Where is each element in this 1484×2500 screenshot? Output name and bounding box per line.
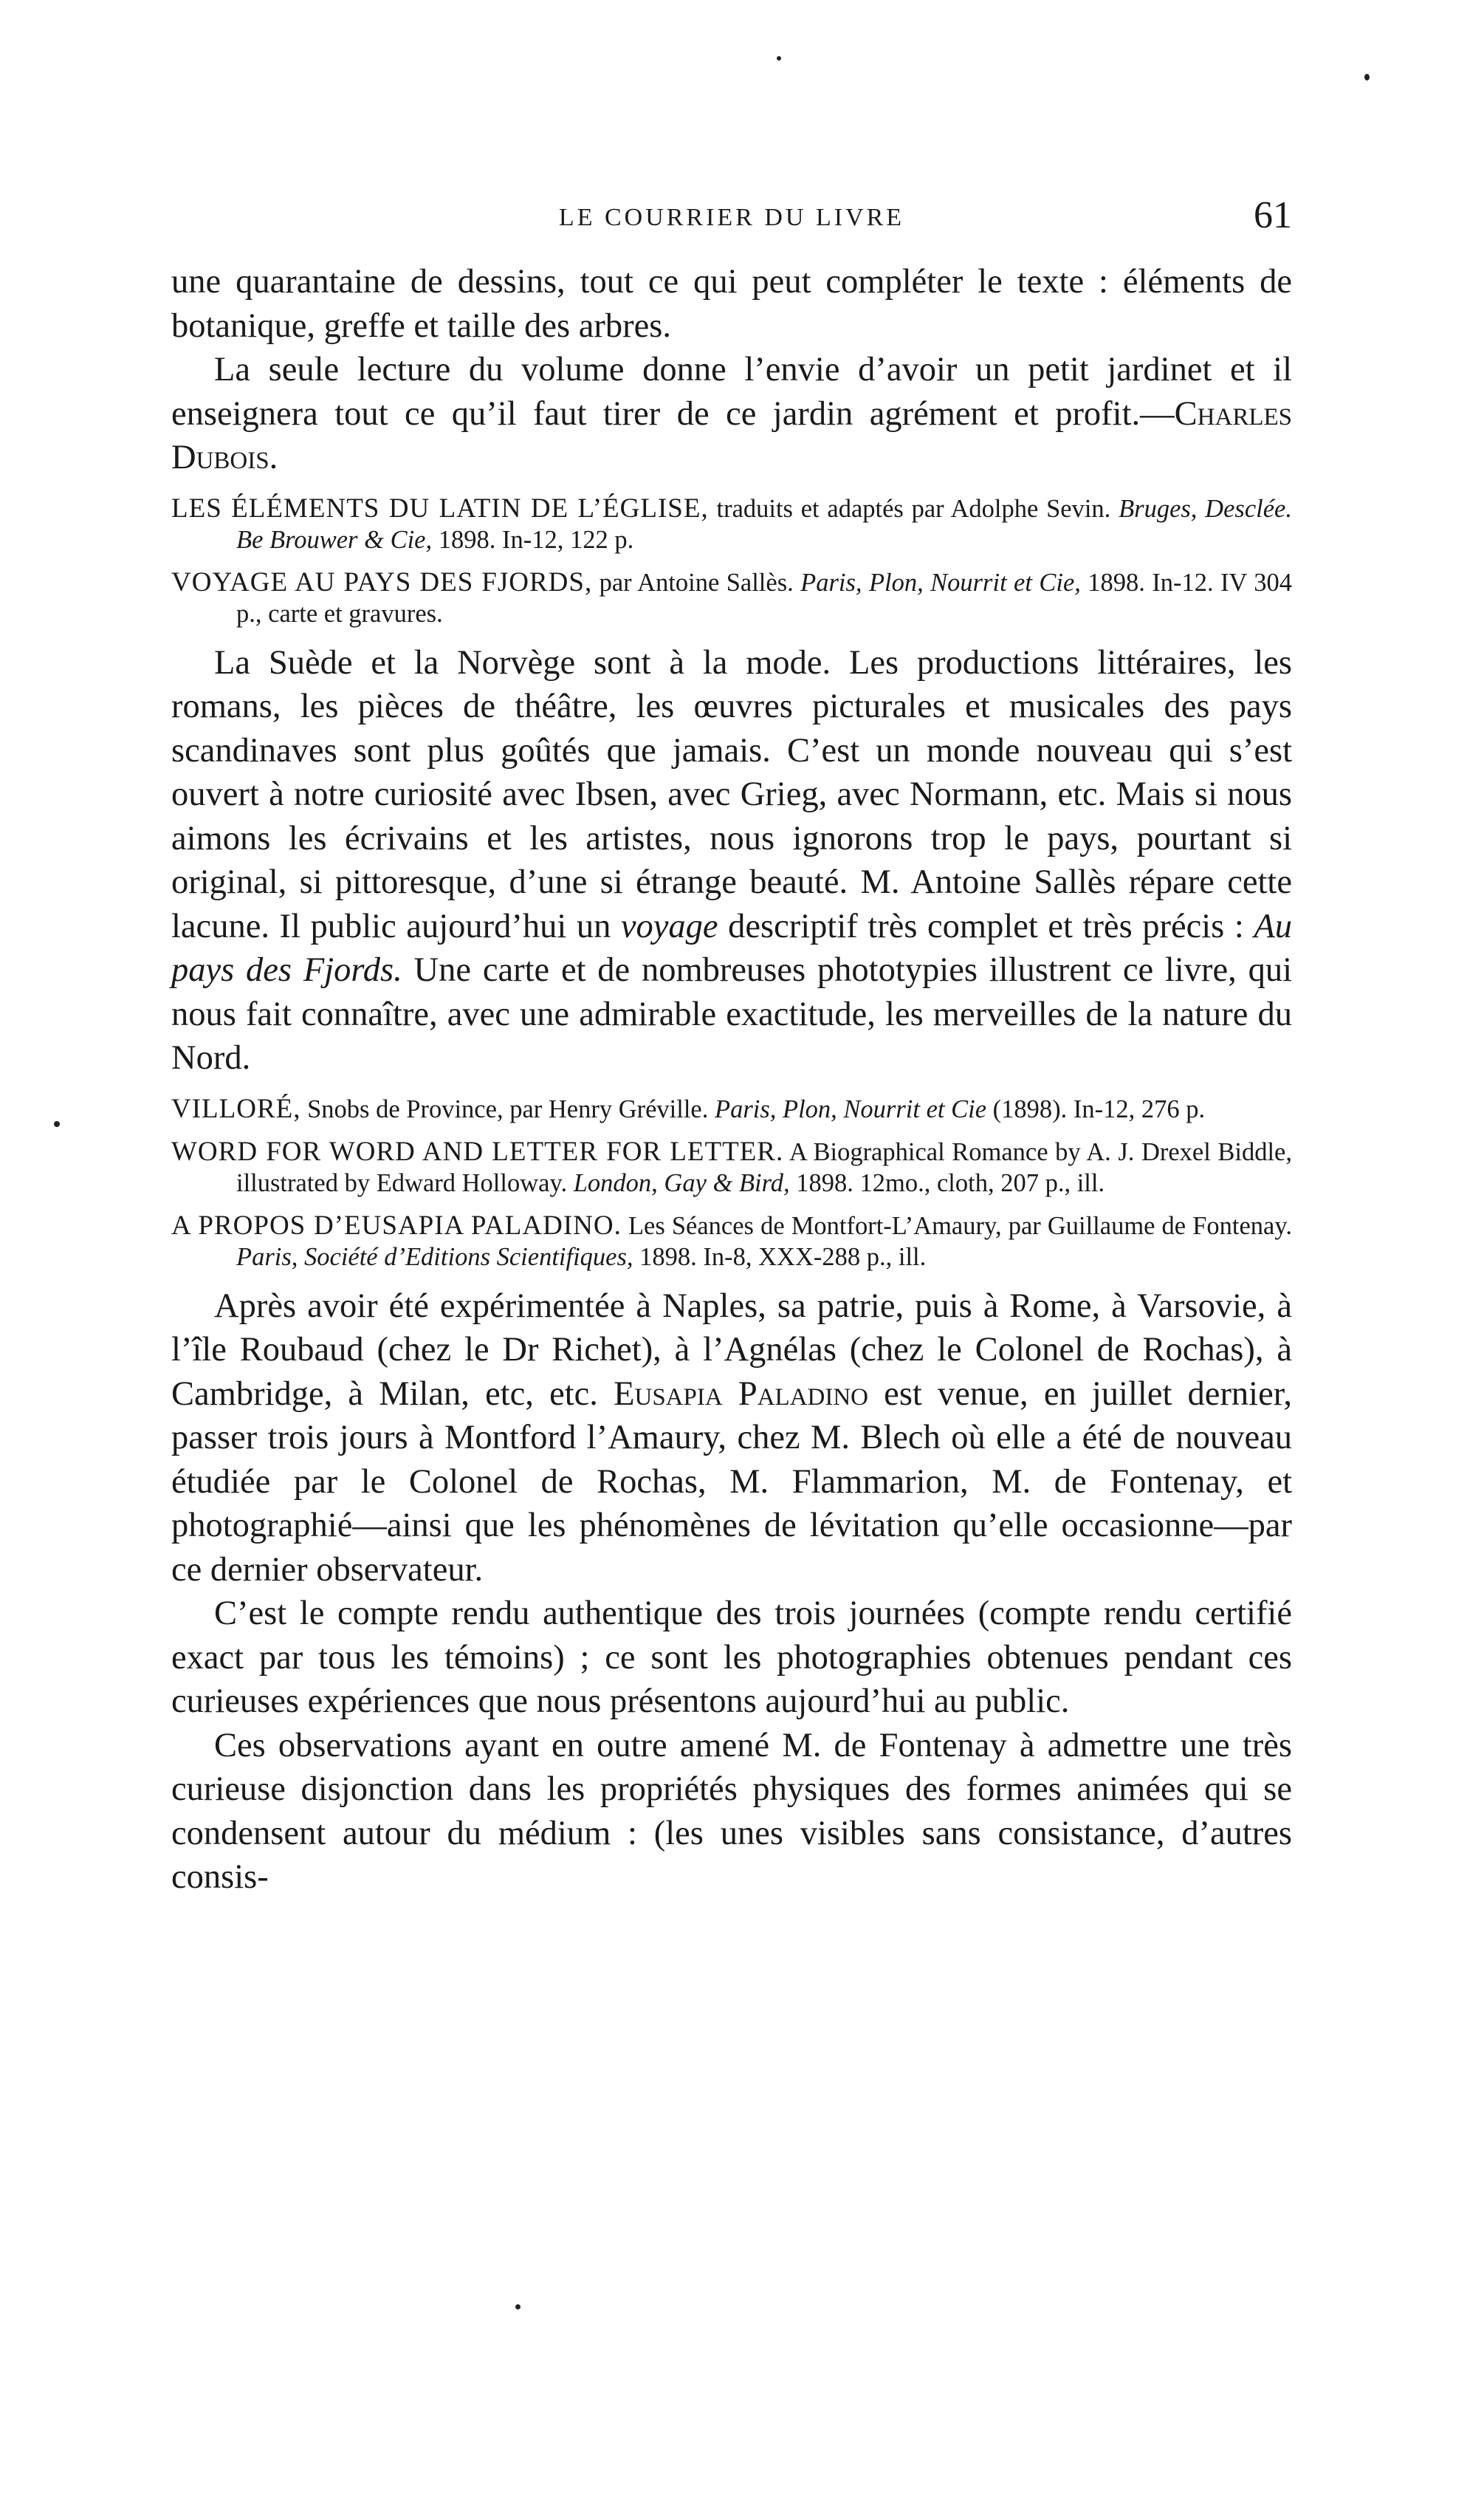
entry-format: 1898. In-8, XXX-288 p., ill. xyxy=(633,1242,927,1271)
paragraph: C’est le compte rendu authentique des trois journées (compte rendu certifié exact par tous les témoins) ; ce sont les photographies obtenues pendant ces curieuses expériences que nous présentons aujourd’hui au public. xyxy=(171,1595,1292,1720)
entry-format: (1898). In-12, 276 p. xyxy=(986,1095,1206,1123)
paragraph: Ces observations ayant en outre amené M. de Fontenay à admettre une très curieuse disjonction dans les propriétés physiques des formes animées qui se condensent autour du médium : (les unes visibles sans consistance, d’autres consis- xyxy=(171,1726,1292,1896)
ink-speck xyxy=(777,56,781,61)
bibliography-entry xyxy=(171,1094,1292,1125)
publisher: Paris, Plon, Nourrit et Cie xyxy=(715,1095,987,1123)
entry-format: 1898. 12mo., cloth, 207 p., ill. xyxy=(789,1168,1105,1197)
text-column xyxy=(171,260,1292,1900)
paragraph-text: La seule lecture du volume donne l’envie d’avoir un petit jardinet et il enseignera tout ce qu’il faut tirer de ce jardin agrément et profit.— xyxy=(171,351,1292,433)
publisher: Paris, Société d’Editions Scientifiques, xyxy=(236,1242,633,1271)
review-signature: Charles Dubois. xyxy=(171,394,1292,476)
entry-details: Snobs de Province, par Henry Gréville. xyxy=(300,1095,715,1123)
book-title: VOYAGE AU PAYS DES FJORDS, xyxy=(171,566,593,597)
book-title: VILLORÉ, xyxy=(171,1093,301,1124)
publisher: Bruges, Desclée. Be Brouwer & Cie, xyxy=(236,494,1292,554)
medium-name: Eusapia Paladino xyxy=(614,1374,869,1413)
bibliography-entry xyxy=(171,493,1292,555)
emphasis: voyage xyxy=(620,907,718,945)
bibliography-entry xyxy=(171,567,1292,629)
entry-details: par Antoine Sallès. xyxy=(592,568,801,597)
book-title: WORD FOR WORD AND LETTER FOR LETTER. xyxy=(171,1136,784,1167)
paragraph-text: Une carte et de nombreuses phototypies illustrent ce livre, qui nous fait connaître, avec une admirable exactitude, les merveilles de la nature du Nord. xyxy=(171,951,1292,1077)
cited-title: Au pays des Fjords. xyxy=(171,907,1292,989)
paragraph-text: La Suède et la Norvège sont à la mode. Les productions littéraires, les romans, les pièces de théâtre, les œuvres picturales et musicales des pays scandinaves sont plus goûtés que jamais. C’est un monde nouveau qui s’est ouvert à notre curiosité avec Ibsen, avec Grieg, avec Normann, etc. Mais si nous aimons les écrivains et les artistes, nous ignorons trop le pays, pourtant si original, si pittoresque, d’une si étrange beauté. M. Antoine Sallès répare cette lacune. Il public aujourd’hui un xyxy=(171,643,1292,945)
paragraph-text: est venue, en juillet dernier, passer trois jours à Montford l’Amaury, chez M. Blech où elle a été de nouveau étudiée par le Colonel de Rochas, M. Flammarion, M. de Fontenay, et photographié—ainsi que les phénomènes de lévitation qu’elle occasionne—par ce dernier observateur. xyxy=(171,1374,1292,1589)
entry-details: Les Séances de Montfort-L’Amaury, par Guillaume de Fontenay. xyxy=(621,1211,1292,1240)
book-title: A PROPOS D’EUSAPIA PALADINO. xyxy=(171,1210,622,1241)
entry-details: A Biographical Romance by A. J. Drexel Biddle, illustrated by Edward Holloway. xyxy=(236,1137,1292,1197)
ink-speck xyxy=(515,2304,521,2309)
bibliography-entry xyxy=(171,1137,1292,1199)
publisher: Paris, Plon, Nourrit et Cie, xyxy=(800,568,1081,597)
entry-details: traduits et adaptés par Adolphe Sevin. xyxy=(708,494,1119,523)
paragraph xyxy=(171,641,1292,1081)
paragraph-text: Après avoir été expérimentée à Naples, sa patrie, puis à Rome, à Varsovie, à l’île Roubaud (chez le Dr Richet), à l’Agnélas (chez le Colonel de Rochas), à Cambridge, à Milan, etc, etc. xyxy=(171,1287,1292,1413)
publisher: London, Gay & Bird, xyxy=(573,1168,790,1197)
page-header xyxy=(171,194,1292,250)
paragraph-text: descriptif très complet et très précis : xyxy=(718,907,1254,945)
page-number: 61 xyxy=(1254,194,1292,236)
paragraph xyxy=(171,1284,1292,1592)
book-title: LES ÉLÉMENTS DU LATIN DE L’ÉGLISE, xyxy=(171,493,709,524)
running-title: LE COURRIER DU LIVRE xyxy=(558,204,905,231)
paragraph: une quarantaine de dessins, tout ce qui peut compléter le texte : éléments de botanique, greffe et taille des arbres. xyxy=(171,263,1292,345)
ink-speck xyxy=(1364,74,1370,81)
entry-format: 1898. In-12, 122 p. xyxy=(432,525,634,554)
ink-speck xyxy=(54,1121,60,1127)
bibliography-entry xyxy=(171,1210,1292,1273)
entry-format: 1898. In-12. IV 304 p., carte et gravures. xyxy=(236,568,1292,628)
paragraph xyxy=(171,348,1292,480)
